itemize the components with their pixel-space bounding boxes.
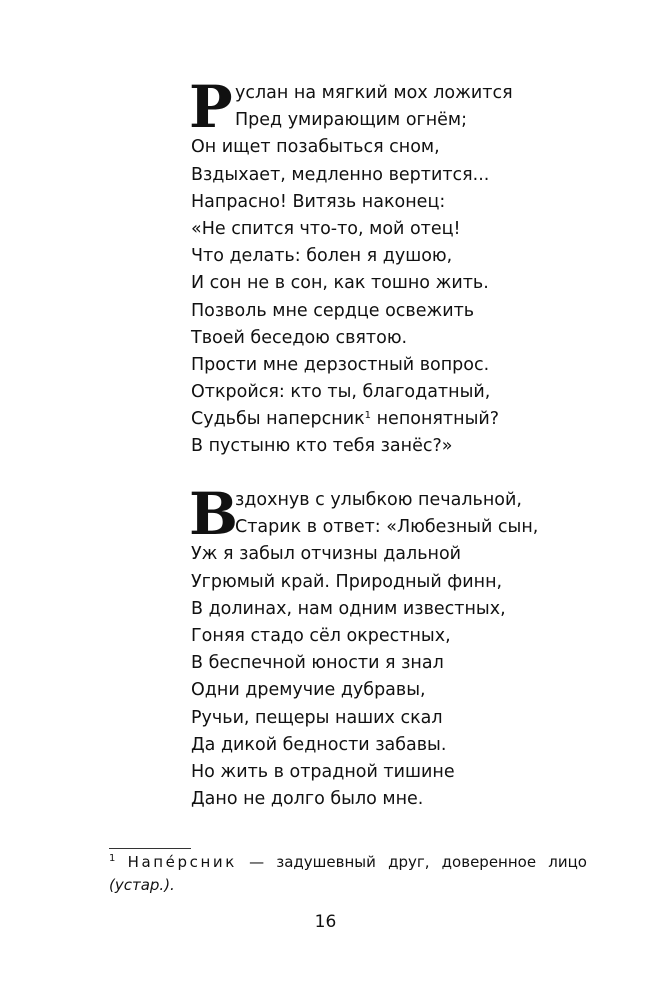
page-number: 16 [314, 912, 337, 932]
drop-cap: Р [189, 73, 233, 141]
footnote-divider [109, 848, 191, 849]
verse-line: В пустыню кто тебя занёс?» [191, 436, 453, 457]
verse-line: Но жить в отрадной тишине [191, 761, 455, 782]
verse-text: непонятный? [376, 409, 500, 430]
verse-line: Дано не долго было мне. [191, 789, 424, 810]
verse-line: В долинах, нам одним известных, [191, 598, 506, 619]
verse-line: Напрасно! Витязь наконец: [191, 191, 446, 212]
verse-line: Одни дремучие дубравы, [191, 680, 426, 701]
drop-cap: В [189, 480, 239, 548]
verse-line: Гоняя стадо сёл окрестных, [191, 625, 451, 646]
verse-text: Судьбы наперсник [191, 409, 365, 430]
verse-line: Старик в ответ: «Любезный сын, [235, 517, 539, 538]
footnote [109, 851, 587, 897]
footnote-reference[interactable]: 1 [364, 410, 372, 422]
verse-line: Ручьи, пещеры наших скал [191, 707, 443, 728]
footnote-number: 1 [109, 853, 116, 864]
verse-line: В беспечной юности я знал [191, 653, 444, 674]
verse-text: здохнув с улыбкою печальной, [235, 490, 522, 510]
verse-line: И сон не в сон, как тошно жить. [191, 273, 489, 294]
verse-line: Вздыхает, медленно вертится... [191, 164, 490, 185]
verse-line: Что делать: болен я душою, [191, 246, 453, 267]
verse-line [191, 406, 611, 433]
verse-line: Твоей беседою святою. [191, 327, 408, 348]
verse-line: Он ищет позабыться сном, [191, 137, 440, 158]
stanza-1 [189, 73, 611, 461]
verse-text: услан на мягкий мох ложится [235, 83, 513, 103]
footnote-term: Напе́рсник [127, 853, 237, 871]
verse-line: Откройся: кто ты, благодатный, [191, 382, 491, 403]
verse-line: Позволь мне сердце освежить [191, 300, 475, 321]
verse-line: Пред умирающим огнём; [235, 110, 468, 131]
footnote-definition: — задушевный друг, доверенное лицо [236, 853, 587, 871]
verse-line: Уж я забыл отчизны дальной [191, 544, 462, 565]
verse-line: Угрюмый край. Природный финн, [191, 571, 503, 592]
verse-line: Да дикой бедности забавы. [191, 734, 447, 755]
footnote-note: (устар.). [109, 876, 175, 894]
stanza-2 [189, 480, 611, 813]
verse-line: «Не спится что-то, мой отец! [191, 218, 461, 239]
verse-line: Прости мне дерзостный вопрос. [191, 354, 490, 375]
